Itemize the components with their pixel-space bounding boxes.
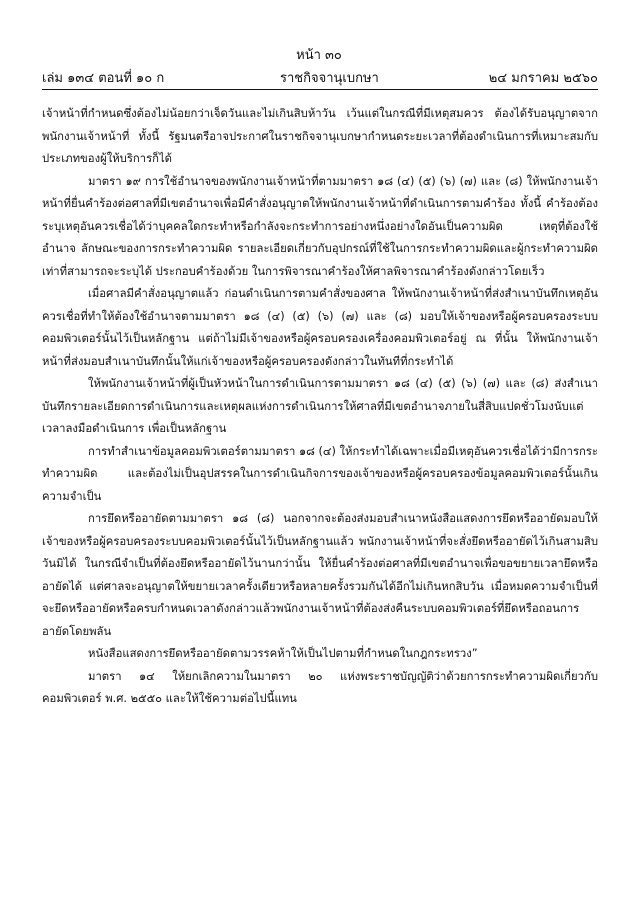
volume-issue: เล่ม ๑๓๔ ตอนที่ ๑๐ ก <box>42 71 165 86</box>
section-19: มาตรา ๑๙ การใช้อำนาจของพนักงานเจ้าหน้าที่ตามมาตรา ๑๘ (๔) (๕) (๖) (๗) และ (๘) ให้พนักงานเจ้าหน้าที่ยื่นคำร้องต่อศาลที่มีเขตอำนาจเพื่อมีคำสั่งอนุญาตให้พนักงานเจ้าหน้าที่ดำเนินการตามคำร้อง ทั้งนี้ คำร้องต้องระบุเหตุอันควรเชื่อได้ว่าบุคคลใดกระทำหรือกำลังจะกระทำการอย่างหนึ่งอย่างใดอันเป็นความผิด เหตุที่ต้องใช้อำนาจ ลักษณะของการกระทำความผิด รายละเอียดเกี่ยวกับอุปกรณ์ที่ใช้ในการกระทำความผิดและผู้กระทำความผิด เท่าที่สามารถจะระบุได้ ประกอบคำร้องด้วย ในการพิจารณาคำร้องให้ศาลพิจารณาคำร้องดังกล่าวโดยเร็ว <box>42 174 598 278</box>
paragraph: เมื่อศาลมีคำสั่งอนุญาตแล้ว ก่อนดำเนินการตามคำสั่งของศาล ให้พนักงานเจ้าหน้าที่ส่งสำเนาบันทึกเหตุอันควรเชื่อที่ทำให้ต้องใช้อำนาจตามมาตรา ๑๘ (๔) (๕) (๖) (๗) และ (๘) มอบให้เจ้าของหรือผู้ครอบครองระบบคอมพิวเตอร์นั้นไว้เป็นหลักฐาน แต่ถ้าไม่มีเจ้าของหรือผู้ครอบครองเครื่องคอมพิวเตอร์อยู่ ณ ที่นั้น ให้พนักงานเจ้าหน้าที่ส่งมอบสำเนาบันทึกนั้นให้แก่เจ้าของหรือผู้ครอบครองดังกล่าวในทันทีที่กระทำได้ <box>42 287 598 368</box>
paragraph: ให้พนักงานเจ้าหน้าที่ผู้เป็นหัวหน้าในการดำเนินการตามมาตรา ๑๘ (๔) (๕) (๖) (๗) และ (๘) ส่งสำเนาบันทึกรายละเอียดการดำเนินการและเหตุผลแห่งการดำเนินการให้ศาลที่มีเขตอำนาจภายในสี่สิบแปดชั่วโมงนับแต่เวลาลงมือดำเนินการ เพื่อเป็นหลักฐาน <box>42 377 598 435</box>
section-14: มาตรา ๑๔ ให้ยกเลิกความในมาตรา ๒๐ แห่งพระราชบัญญัติว่าด้วยการกระทำความผิดเกี่ยวกับคอมพิวเตอร์ พ.ศ. ๒๕๕๐ และให้ใช้ความต่อไปนี้แทน <box>42 669 598 705</box>
paragraph: การทำสำเนาข้อมูลคอมพิวเตอร์ตามมาตรา ๑๘ (๔) ให้กระทำได้เฉพาะเมื่อมีเหตุอันควรเชื่อได้ว่ามีการกระทำความผิด และต้องไม่เป็นอุปสรรคในการดำเนินกิจการของเจ้าของหรือผู้ครอบครองข้อมูลคอมพิวเตอร์นั้นเกินความจำเป็น <box>42 444 598 503</box>
paragraph: การยึดหรืออายัดตามมาตรา ๑๘ (๘) นอกจากจะต้องส่งมอบสำเนาหนังสือแสดงการยึดหรืออายัดมอบให้เจ้าของหรือผู้ครอบครองระบบคอมพิวเตอร์นั้นไว้เป็นหลักฐานแล้ว พนักงานเจ้าหน้าที่จะสั่งยึดหรืออายัดไว้เกินสามสิบวันมิได้ ในกรณีจำเป็นที่ต้องยึดหรืออายัดไว้นานกว่านั้น ให้ยื่นคำร้องต่อศาลที่มีเขตอำนาจเพื่อขอขยายเวลายึดหรืออายัดได้ แต่ศาลจะอนุญาตให้ขยายเวลาครั้งเดียวหรือหลายครั้งรวมกันได้อีกไม่เกินหกสิบวัน เมื่อหมดความจำเป็นที่จะยึดหรืออายัดหรือครบกำหนดเวลาดังกล่าวแล้วพนักงานเจ้าหน้าที่ต้องส่งคืนระบบคอมพิวเตอร์ที่ยึดหรือถอนการอายัดโดยพลัน <box>42 512 598 638</box>
publication-date: ๒๔ มกราคม ๒๕๖๐ <box>488 71 598 86</box>
header-rule <box>42 89 598 90</box>
gazette-header <box>42 67 598 87</box>
paragraph-continuation: เจ้าหน้าที่กำหนดซึ่งต้องไม่น้อยกว่าเจ็ดวันและไม่เกินสิบห้าวัน เว้นแต่ในกรณีที่มีเหตุสมควร ต้องได้รับอนุญาตจากพนักงานเจ้าหน้าที่ ทั้งนี้ รัฐมนตรีอาจประกาศในราชกิจจานุเบกษากำหนดระยะเวลาที่ต้องดำเนินการที่เหมาะสมกับประเภทของผู้ให้บริการก็ได้ <box>42 107 598 165</box>
paragraph: หนังสือแสดงการยึดหรืออายัดตามวรรคห้าให้เป็นไปตามที่กำหนดในกฎกระทรวง” <box>88 647 478 660</box>
document-body <box>42 103 598 711</box>
publication-name: ราชกิจจานุเบกษา <box>280 71 379 86</box>
page-number: หน้า ๓๐ <box>296 48 342 63</box>
